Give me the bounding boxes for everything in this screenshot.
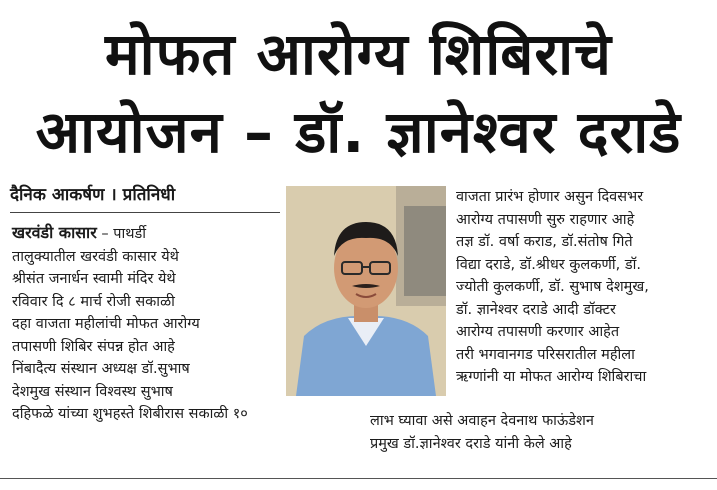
article-line: रविवार दि ८ मार्च रोजी सकाळी: [12, 293, 175, 310]
article-line: ऋग्णांनी या मोफत आरोग्य शिबिराचा: [456, 369, 647, 385]
location-label: खरवंडी कासार: [12, 223, 97, 242]
article-line: लाभ घ्यावा असे अवाहन देवनाथ फाऊंडेशन: [370, 413, 594, 429]
article-left-column: [12, 222, 282, 426]
article-line: तज्ञ डॉ. वर्षा कराड, डॉ.संतोष गिते: [456, 234, 633, 250]
headline-line-2: आयोजन – डॉ. ज्ञानेश्वर दराडे: [35, 98, 682, 166]
portrait-photo: [286, 186, 446, 396]
article-line: श्रीसंत जनार्धन स्वामी मंदिर येथे: [12, 271, 176, 287]
portrait-image: [286, 186, 446, 396]
byline: दैनिक आकर्षण । प्रतिनिधी: [10, 182, 280, 213]
article-line: खरवंडी कासार – पाथर्डी: [12, 223, 146, 242]
article-line: आरोग्य तपासणी करणार आहेत: [456, 324, 620, 340]
article-line: विद्या दराडे, डॉ.श्रीधर कुलकर्णी, डॉ.: [456, 256, 641, 273]
article-line: डॉ. ज्ञानेश्वर दराडे आदी डॉक्टर: [456, 301, 616, 318]
article-line: तपासणी शिबिर संपन्न होत आहे: [12, 338, 175, 355]
article-line: देशमुख संस्थान विश्वस्थ सुभाष: [12, 383, 173, 400]
article-line: आरोग्य तपासणी सुरु राहणार आहे: [456, 211, 635, 228]
article-line: तालुक्यातील खरवंडी कासार येथे: [12, 248, 179, 265]
bottom-divider: [0, 478, 717, 479]
article-line: दहा वाजता महीलांची मोफत आरोग्य: [12, 316, 200, 332]
article-line: ज्योती कुलकर्णी, डॉ. सुभाष देशमुख,: [456, 279, 649, 295]
article-line: प्रमुख डॉ.ज्ञानेश्वर दराडे यांनी केले आहे: [370, 435, 572, 452]
article-line: निंबादैत्य संस्थान अध्यक्ष डॉ.सुभाष: [12, 361, 190, 377]
article-line: दहिफळे यांच्या शुभहस्ते शिबीरास सकाळी १०: [12, 406, 248, 422]
article-line: तरी भगवानगड परिसरातील महीला: [456, 346, 635, 363]
article-line: वाजता प्रारंभ होणार असुन दिवसभर: [456, 189, 644, 205]
article-bottom-lines: [370, 410, 710, 455]
article-right-column: [456, 186, 711, 389]
headline-line-1: मोफत आरोग्य शिबिराचे: [104, 20, 612, 88]
